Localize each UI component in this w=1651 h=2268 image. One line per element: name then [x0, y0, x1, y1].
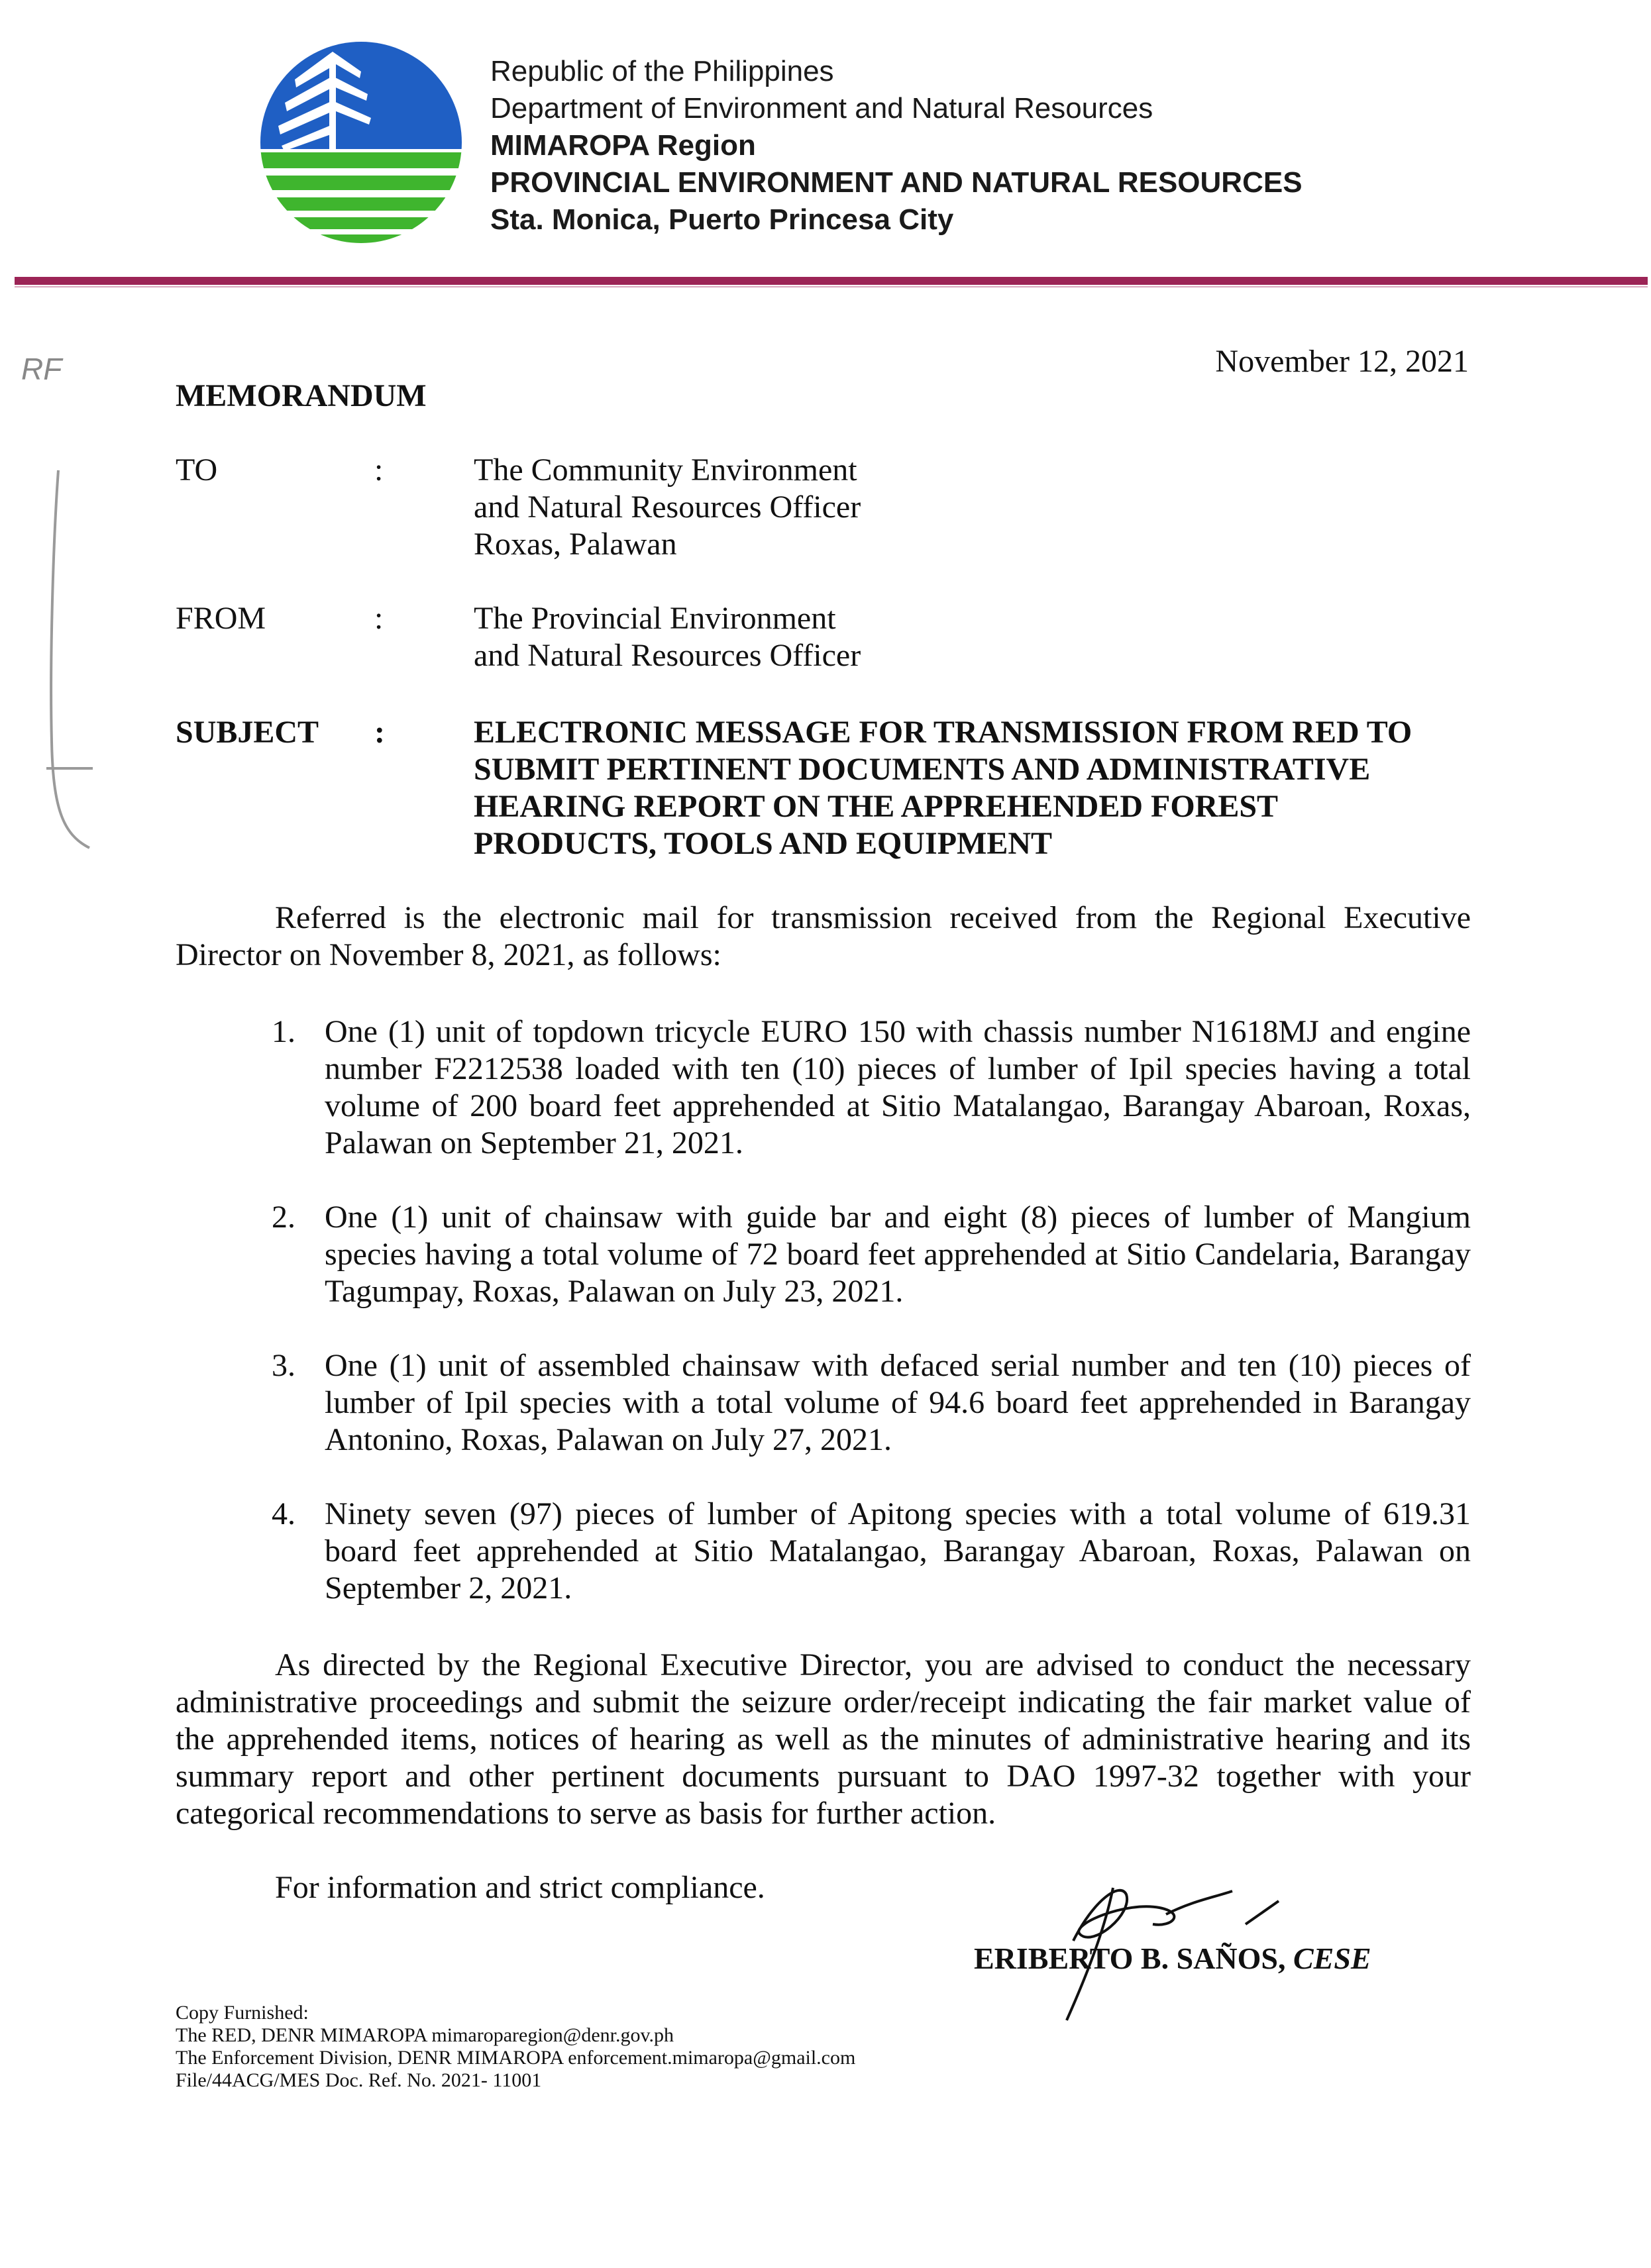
from-sender — [474, 600, 1507, 674]
letterhead — [490, 53, 1303, 238]
apprehension-list — [272, 1013, 1471, 1644]
letterhead-divider-shadow — [15, 286, 1648, 287]
signatory-title: CESE — [1293, 1941, 1371, 1975]
list-item — [272, 1013, 1471, 1162]
signatory-name — [974, 1941, 1371, 1976]
list-item — [272, 1199, 1471, 1310]
subject-line: SUBMIT PERTINENT DOCUMENTS AND ADMINISTRATIVE — [474, 752, 1371, 787]
from-label: FROM — [176, 601, 266, 636]
list-item-number: 1. — [272, 1014, 295, 1049]
subject-line: ELECTRONIC MESSAGE FOR TRANSMISSION FROM RED TO — [474, 715, 1412, 750]
to-line: Roxas, Palawan — [474, 527, 677, 562]
list-item-text: One (1) unit of topdown tricycle EURO 150 with chassis number N1618MJ and engine number F2212538 loaded with ten (10) pieces of lumber of Ipil species having a total volume of 200 board feet apprehended at Sitio Matalangao, Barangay Abaroan, Roxas, Palawan on September 21, 2021. — [325, 1014, 1471, 1160]
list-item-text: One (1) unit of assembled chainsaw with defaced serial number and ten (10) pieces of lumber of Ipil species with a total volume of 94.6 board feet apprehended in Barangay Antonino, Roxas, Palawan on July 27, 2021. — [325, 1348, 1471, 1457]
list-item — [272, 1347, 1471, 1459]
copy-furnished-heading: Copy Furnished: — [176, 2002, 309, 2024]
copy-furnished-line: The Enforcement Division, DENR MIMAROPA enforcement.mimaropa@gmail.com — [176, 2047, 856, 2069]
to-line: The Community Environment — [474, 452, 857, 488]
to-line: and Natural Resources Officer — [474, 490, 861, 525]
to-recipient — [474, 452, 1507, 563]
subject-line: PRODUCTS, TOOLS AND EQUIPMENT — [474, 826, 1053, 861]
from-line: and Natural Resources Officer — [474, 638, 861, 673]
copy-furnished-line: The RED, DENR MIMAROPA mimaroparegion@denr.gov.ph — [176, 2024, 674, 2046]
to-colon: : — [374, 452, 384, 488]
subject-colon: : — [374, 715, 385, 750]
subject-text — [474, 714, 1507, 862]
copy-furnished-line: File/44ACG/MES Doc. Ref. No. 2021- 11001 — [176, 2069, 542, 2091]
signatory-name-text: ERIBERTO B. SAÑOS, — [974, 1941, 1286, 1975]
letterhead-address: Sta. Monica, Puerto Princesa City — [490, 203, 954, 236]
letterhead-department: Department of Environment and Natural Resources — [490, 92, 1153, 125]
list-item-text: Ninety seven (97) pieces of lumber of Apitong species with a total volume of 619.31 board feet apprehended at Sitio Matalangao, Barangay Abaroan, Roxas, Palawan on September 2, 2021. — [325, 1496, 1471, 1606]
copy-furnished — [176, 2002, 855, 2092]
from-line: The Provincial Environment — [474, 601, 836, 636]
list-item-number: 2. — [272, 1200, 295, 1235]
memo-title: MEMORANDUM — [176, 378, 427, 413]
subject-label: SUBJECT — [176, 715, 319, 750]
subject-line: HEARING REPORT ON THE APPREHENDED FOREST — [474, 789, 1279, 824]
memo-date: November 12, 2021 — [1215, 344, 1469, 379]
margin-note: RF — [21, 352, 62, 386]
list-item — [272, 1496, 1471, 1607]
closing-line: For information and strict compliance. — [275, 1870, 765, 1905]
list-item-text: One (1) unit of chainsaw with guide bar and eight (8) pieces of lumber of Mangium species having a total volume of 72 board feet apprehended at Sitio Candelaria, Barangay Tagumpay, Roxas, Palawan on July 23, 2021. — [325, 1200, 1471, 1309]
margin-bracket-mark — [27, 464, 139, 861]
letterhead-divider — [15, 277, 1648, 285]
intro-paragraph: Referred is the electronic mail for transmission received from the Regional Executive Director on November 8, 2021, as follows: — [176, 900, 1471, 972]
directive-paragraph: As directed by the Regional Executive Director, you are advised to conduct the necessary administrative proceedings and submit the seizure order/receipt indicating the fair market value of the apprehended items, notices of hearing as well as the minutes of administrative hearing and its summary report and other pertinent documents pursuant to DAO 1997-32 together with your categorical recommendations to serve as basis for further action. — [176, 1647, 1471, 1831]
letterhead-republic: Republic of the Philippines — [490, 55, 834, 87]
letterhead-region: MIMAROPA Region — [490, 129, 756, 162]
letterhead-office: PROVINCIAL ENVIRONMENT AND NATURAL RESOURCES — [490, 166, 1303, 199]
denr-logo-icon — [255, 40, 467, 245]
to-label: TO — [176, 452, 218, 488]
list-item-number: 4. — [272, 1496, 295, 1531]
list-item-number: 3. — [272, 1348, 295, 1383]
from-colon: : — [374, 601, 384, 636]
